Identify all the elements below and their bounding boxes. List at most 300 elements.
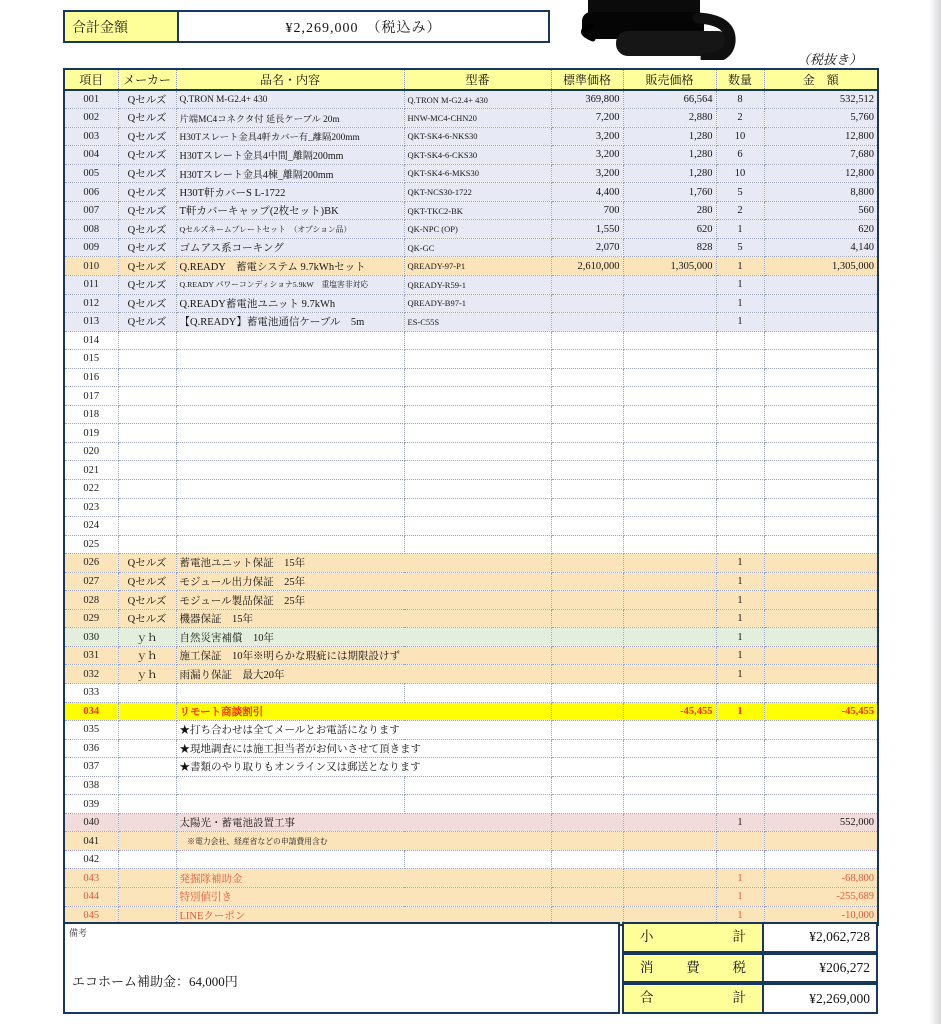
cell-model: QKT-SK4-6-CKS30 — [404, 146, 551, 165]
cell-quantity: 8 — [716, 90, 764, 109]
cell-quantity — [716, 517, 764, 536]
cell-product-name — [176, 368, 404, 387]
cell-quantity: 1 — [716, 257, 764, 276]
table-row — [64, 665, 878, 684]
table-row — [64, 869, 878, 888]
cell-product-name: H30Tスレート金具4中間_離隔200mm — [176, 146, 404, 165]
cell-sale-price: 1,760 — [623, 183, 716, 202]
cell-quantity — [716, 461, 764, 480]
cell-standard-price: 3,200 — [551, 164, 623, 183]
cell-quantity — [716, 739, 764, 758]
cell-sale-price — [623, 869, 716, 888]
cell-standard-price — [551, 665, 623, 684]
cell-quantity: 1 — [716, 294, 764, 313]
cell-sale-price: -45,455 — [623, 702, 716, 721]
cell-sale-price — [623, 498, 716, 517]
cell-sale-price — [623, 424, 716, 443]
header-maker: メーカー — [118, 69, 176, 90]
cell-standard-price — [551, 517, 623, 536]
cell-sale-price — [623, 665, 716, 684]
cell-product-name: 蓄電池ユニット保証 15年 — [176, 554, 551, 573]
cell-maker — [118, 739, 176, 758]
cell-item-no: 021 — [64, 461, 118, 480]
cell-product-name: リモート商談割引 — [176, 702, 551, 721]
cell-standard-price — [551, 368, 623, 387]
header-product-name: 品名・内容 — [176, 69, 404, 90]
cell-item-no: 011 — [64, 275, 118, 294]
table-row — [64, 387, 878, 406]
cell-maker — [118, 498, 176, 517]
grand-total-box — [63, 10, 550, 43]
cell-sale-price — [623, 294, 716, 313]
cell-standard-price — [551, 405, 623, 424]
cell-maker: Qセルズ — [118, 164, 176, 183]
cell-product-name — [176, 387, 404, 406]
cell-amount: 532,512 — [764, 90, 878, 109]
cell-maker: Qセルズ — [118, 109, 176, 128]
cell-standard-price — [551, 776, 623, 795]
cell-item-no: 005 — [64, 164, 118, 183]
cell-quantity: 1 — [716, 609, 764, 628]
cell-maker: ｙｈ — [118, 628, 176, 647]
table-row — [64, 275, 878, 294]
remarks-text: エコホーム補助金：64,000円 — [72, 974, 238, 989]
cell-item-no: 006 — [64, 183, 118, 202]
cell-model — [404, 850, 551, 869]
cell-model — [404, 535, 551, 554]
cell-standard-price — [551, 350, 623, 369]
cell-maker: Qセルズ — [118, 183, 176, 202]
cell-amount — [764, 832, 878, 851]
cell-maker — [118, 832, 176, 851]
cell-sale-price: 828 — [623, 238, 716, 257]
table-row — [64, 795, 878, 814]
cell-maker — [118, 517, 176, 536]
table-row — [64, 220, 878, 239]
cell-model: QK-GC — [404, 238, 551, 257]
cell-product-name: 片端MC4コネクタ付 延長ケーブル 20m — [176, 109, 404, 128]
cell-sale-price: 1,280 — [623, 127, 716, 146]
cell-maker — [118, 795, 176, 814]
cell-item-no: 026 — [64, 554, 118, 573]
table-row — [64, 535, 878, 554]
cell-product-name: H30Tスレート金具4棟_離隔200mm — [176, 164, 404, 183]
cell-quantity: 10 — [716, 164, 764, 183]
cell-sale-price — [623, 850, 716, 869]
cell-amount: 12,800 — [764, 127, 878, 146]
table-row — [64, 776, 878, 795]
cell-amount — [764, 498, 878, 517]
cell-maker: Qセルズ — [118, 275, 176, 294]
cell-model — [404, 424, 551, 443]
cell-amount — [764, 795, 878, 814]
cell-product-name: ※電力会社、経産省などの申請費用含む — [176, 832, 551, 851]
cell-standard-price — [551, 684, 623, 703]
cell-amount — [764, 313, 878, 332]
cell-standard-price — [551, 387, 623, 406]
table-row — [64, 368, 878, 387]
cell-model — [404, 684, 551, 703]
cell-model: QKT-SK4-6-NKS30 — [404, 127, 551, 146]
table-row — [64, 201, 878, 220]
cell-quantity: 6 — [716, 146, 764, 165]
cell-model — [404, 517, 551, 536]
cell-amount — [764, 554, 878, 573]
header-standard-price: 標準価格 — [551, 69, 623, 90]
cell-amount — [764, 850, 878, 869]
cell-standard-price — [551, 424, 623, 443]
cell-product-name: H30Tスレート金具4軒カバー有_離隔200mm — [176, 127, 404, 146]
cell-item-no: 009 — [64, 238, 118, 257]
cell-amount — [764, 776, 878, 795]
cell-item-no: 041 — [64, 832, 118, 851]
cell-quantity: 5 — [716, 183, 764, 202]
cell-standard-price: 7,200 — [551, 109, 623, 128]
cell-quantity: 1 — [716, 869, 764, 888]
header-quantity: 数量 — [716, 69, 764, 90]
cell-standard-price — [551, 294, 623, 313]
cell-sale-price — [623, 461, 716, 480]
table-row — [64, 758, 878, 777]
tax-label: 消 費 税 — [624, 955, 764, 982]
cell-sale-price — [623, 795, 716, 814]
total-row — [622, 983, 878, 1014]
cell-maker — [118, 368, 176, 387]
cell-item-no: 017 — [64, 387, 118, 406]
cell-standard-price — [551, 313, 623, 332]
table-row — [64, 739, 878, 758]
cell-model — [404, 331, 551, 350]
remarks-box — [63, 922, 620, 1014]
cell-amount — [764, 294, 878, 313]
cell-product-name — [176, 442, 404, 461]
cell-product-name: 自然災害補償 10年 — [176, 628, 551, 647]
cell-product-name: 雨漏り保証 最大20年 — [176, 665, 551, 684]
cell-quantity — [716, 350, 764, 369]
cell-maker: Qセルズ — [118, 609, 176, 628]
cell-item-no: 027 — [64, 572, 118, 591]
cell-standard-price: 1,550 — [551, 220, 623, 239]
cell-standard-price — [551, 869, 623, 888]
cell-sale-price — [623, 758, 716, 777]
cell-sale-price: 1,280 — [623, 164, 716, 183]
cell-quantity — [716, 795, 764, 814]
cell-model: QREADY-R59-1 — [404, 275, 551, 294]
tax-value: ¥206,272 — [819, 959, 870, 975]
cell-item-no: 028 — [64, 591, 118, 610]
cell-maker — [118, 479, 176, 498]
cell-maker: Qセルズ — [118, 554, 176, 573]
cell-product-name: Q.READY 蓄電システム 9.7kWhセット — [176, 257, 404, 276]
cell-quantity: 1 — [716, 906, 764, 925]
subtotal-row — [622, 922, 878, 953]
cell-maker: Qセルズ — [118, 591, 176, 610]
cell-quantity: 10 — [716, 127, 764, 146]
header-model: 型番 — [404, 69, 551, 90]
cell-maker: Qセルズ — [118, 313, 176, 332]
cell-amount: 12,800 — [764, 164, 878, 183]
cell-product-name — [176, 795, 404, 814]
cell-amount — [764, 721, 878, 740]
table-row — [64, 238, 878, 257]
table-row — [64, 646, 878, 665]
cell-quantity — [716, 405, 764, 424]
cell-amount — [764, 461, 878, 480]
cell-model: QKT-NCS30-1722 — [404, 183, 551, 202]
quotation-table — [63, 68, 879, 926]
cell-model: Q.TRON M-G2.4+ 430 — [404, 90, 551, 109]
cell-standard-price: 2,070 — [551, 238, 623, 257]
cell-amount: 620 — [764, 220, 878, 239]
table-row — [64, 164, 878, 183]
subtotal-value: ¥2,062,728 — [809, 929, 870, 945]
header-amount: 金 額 — [764, 69, 878, 90]
cell-product-name — [176, 684, 404, 703]
table-row — [64, 517, 878, 536]
cell-maker: Qセルズ — [118, 238, 176, 257]
cell-sale-price — [623, 813, 716, 832]
cell-item-no: 035 — [64, 721, 118, 740]
cell-standard-price — [551, 758, 623, 777]
cell-standard-price — [551, 572, 623, 591]
cell-product-name: T軒カバーキャップ(2枚セット)BK — [176, 201, 404, 220]
cell-quantity — [716, 442, 764, 461]
cell-item-no: 019 — [64, 424, 118, 443]
cell-sale-price — [623, 646, 716, 665]
cell-item-no: 002 — [64, 109, 118, 128]
cell-quantity — [716, 479, 764, 498]
table-row — [64, 609, 878, 628]
cell-product-name — [176, 479, 404, 498]
cell-standard-price — [551, 721, 623, 740]
cell-item-no: 023 — [64, 498, 118, 517]
cell-quantity: 1 — [716, 220, 764, 239]
cell-sale-price — [623, 313, 716, 332]
cell-standard-price — [551, 535, 623, 554]
cell-maker — [118, 331, 176, 350]
table-row — [64, 146, 878, 165]
table-row — [64, 257, 878, 276]
cell-maker — [118, 702, 176, 721]
table-row — [64, 313, 878, 332]
cell-item-no: 024 — [64, 517, 118, 536]
table-row — [64, 591, 878, 610]
cell-maker — [118, 442, 176, 461]
cell-standard-price: 3,200 — [551, 146, 623, 165]
cell-item-no: 015 — [64, 350, 118, 369]
cell-standard-price: 369,800 — [551, 90, 623, 109]
cell-standard-price: 3,200 — [551, 127, 623, 146]
cell-product-name: 施工保証 10年※明らかな瑕疵には期限設けず — [176, 646, 551, 665]
cell-maker — [118, 776, 176, 795]
cell-product-name: Q.READY蓄電池ユニット 9.7kWh — [176, 294, 404, 313]
table-row — [64, 109, 878, 128]
cell-sale-price — [623, 479, 716, 498]
cell-product-name: H30T軒カバーS L-1722 — [176, 183, 404, 202]
cell-maker: ｙｈ — [118, 646, 176, 665]
cell-item-no: 012 — [64, 294, 118, 313]
cell-product-name — [176, 461, 404, 480]
cell-quantity — [716, 498, 764, 517]
cell-standard-price: 4,400 — [551, 183, 623, 202]
table-row — [64, 813, 878, 832]
cell-product-name — [176, 776, 404, 795]
cell-item-no: 004 — [64, 146, 118, 165]
cell-sale-price — [623, 888, 716, 907]
cell-amount — [764, 479, 878, 498]
cell-product-name: ★現地調査には施工担当者がお伺いさせて頂きます — [176, 739, 551, 758]
tax-exclusive-note: （税抜き） — [796, 52, 862, 67]
cell-quantity: 1 — [716, 665, 764, 684]
cell-sale-price — [623, 517, 716, 536]
cell-product-name: Q.READY パワーコンディショナ5.9kW 重塩害非対応 — [176, 275, 404, 294]
cell-quantity — [716, 758, 764, 777]
cell-model: HNW-MC4-CHN20 — [404, 109, 551, 128]
header-sale-price: 販売価格 — [623, 69, 716, 90]
header-item-no: 項目 — [64, 69, 118, 90]
cell-standard-price — [551, 331, 623, 350]
cell-sale-price: 1,280 — [623, 146, 716, 165]
cell-quantity: 1 — [716, 275, 764, 294]
cell-maker — [118, 684, 176, 703]
table-row — [64, 183, 878, 202]
cell-standard-price — [551, 461, 623, 480]
cell-product-name: ★打ち合わせは全てメールとお電話になります — [176, 721, 551, 740]
cell-sale-price — [623, 721, 716, 740]
cell-maker — [118, 424, 176, 443]
table-row — [64, 702, 878, 721]
cell-amount — [764, 442, 878, 461]
table-row — [64, 331, 878, 350]
cell-item-no: 044 — [64, 888, 118, 907]
total-value: ¥2,269,000 — [809, 990, 870, 1006]
cell-item-no: 016 — [64, 368, 118, 387]
cell-item-no: 014 — [64, 331, 118, 350]
table-row — [64, 832, 878, 851]
cell-maker — [118, 850, 176, 869]
cell-maker: Qセルズ — [118, 220, 176, 239]
cell-sale-price — [623, 739, 716, 758]
cell-item-no: 045 — [64, 906, 118, 925]
cell-item-no: 042 — [64, 850, 118, 869]
cell-standard-price — [551, 442, 623, 461]
cell-model — [404, 350, 551, 369]
table-row — [64, 721, 878, 740]
cell-model — [404, 795, 551, 814]
cell-standard-price — [551, 850, 623, 869]
cell-maker: Qセルズ — [118, 146, 176, 165]
cell-amount — [764, 665, 878, 684]
cell-sale-price — [623, 405, 716, 424]
cell-standard-price — [551, 275, 623, 294]
cell-product-name: 発掘隊補助金 — [176, 869, 551, 888]
table-row — [64, 572, 878, 591]
cell-amount: 552,000 — [764, 813, 878, 832]
cell-maker: Qセルズ — [118, 90, 176, 109]
cell-model — [404, 479, 551, 498]
cell-sale-price: 66,564 — [623, 90, 716, 109]
cell-standard-price — [551, 498, 623, 517]
table-row — [64, 350, 878, 369]
cell-quantity — [716, 850, 764, 869]
cell-sale-price: 1,305,000 — [623, 257, 716, 276]
cell-sale-price: 2,880 — [623, 109, 716, 128]
table-row — [64, 498, 878, 517]
cell-maker: Qセルズ — [118, 201, 176, 220]
cell-sale-price — [623, 832, 716, 851]
cell-standard-price — [551, 702, 623, 721]
cell-standard-price — [551, 609, 623, 628]
cell-quantity: 1 — [716, 554, 764, 573]
cell-quantity — [716, 684, 764, 703]
cell-product-name: 太陽光・蓄電池設置工事 — [176, 813, 551, 832]
cell-maker — [118, 813, 176, 832]
cell-quantity — [716, 721, 764, 740]
cell-amount: 7,680 — [764, 146, 878, 165]
cell-product-name: Qセルズネームプレートセット （オプション品） — [176, 220, 404, 239]
table-row — [64, 90, 878, 109]
cell-quantity: 1 — [716, 813, 764, 832]
quote-table-body — [64, 90, 878, 925]
cell-quantity: 1 — [716, 313, 764, 332]
cell-product-name: 【Q.READY】蓄電池通信ケーブル 5m — [176, 313, 404, 332]
cell-amount: -10,000 — [764, 906, 878, 925]
cell-item-no: 040 — [64, 813, 118, 832]
cell-product-name — [176, 850, 404, 869]
cell-item-no: 031 — [64, 646, 118, 665]
cell-maker: Qセルズ — [118, 294, 176, 313]
cell-product-name: ゴムアス系コーキング — [176, 238, 404, 257]
cell-maker — [118, 721, 176, 740]
cell-item-no: 001 — [64, 90, 118, 109]
cell-standard-price — [551, 479, 623, 498]
cell-maker: Qセルズ — [118, 572, 176, 591]
cell-amount — [764, 609, 878, 628]
cell-amount: -255,689 — [764, 888, 878, 907]
photo-edge-shadow — [929, 0, 941, 1024]
cell-quantity: 1 — [716, 888, 764, 907]
cell-item-no: 018 — [64, 405, 118, 424]
cell-maker — [118, 387, 176, 406]
cell-model: QKT-SK4-6-MKS30 — [404, 164, 551, 183]
cell-product-name: 特別値引き — [176, 888, 551, 907]
cell-amount — [764, 424, 878, 443]
cell-item-no: 020 — [64, 442, 118, 461]
cell-maker — [118, 350, 176, 369]
cell-sale-price — [623, 535, 716, 554]
cell-amount — [764, 350, 878, 369]
table-row — [64, 888, 878, 907]
cell-item-no: 034 — [64, 702, 118, 721]
cell-quantity: 2 — [716, 109, 764, 128]
cell-item-no: 010 — [64, 257, 118, 276]
cell-standard-price — [551, 646, 623, 665]
cell-quantity — [716, 387, 764, 406]
cell-item-no: 029 — [64, 609, 118, 628]
cell-item-no: 030 — [64, 628, 118, 647]
cell-sale-price: 620 — [623, 220, 716, 239]
cell-amount — [764, 387, 878, 406]
cell-standard-price — [551, 813, 623, 832]
table-row — [64, 442, 878, 461]
table-row — [64, 294, 878, 313]
cell-product-name: 機器保証 15年 — [176, 609, 551, 628]
cell-maker: ｙｈ — [118, 665, 176, 684]
cell-amount: 4,140 — [764, 238, 878, 257]
grand-total-label: 合計金額 — [65, 12, 179, 41]
cell-item-no: 003 — [64, 127, 118, 146]
cell-amount — [764, 739, 878, 758]
